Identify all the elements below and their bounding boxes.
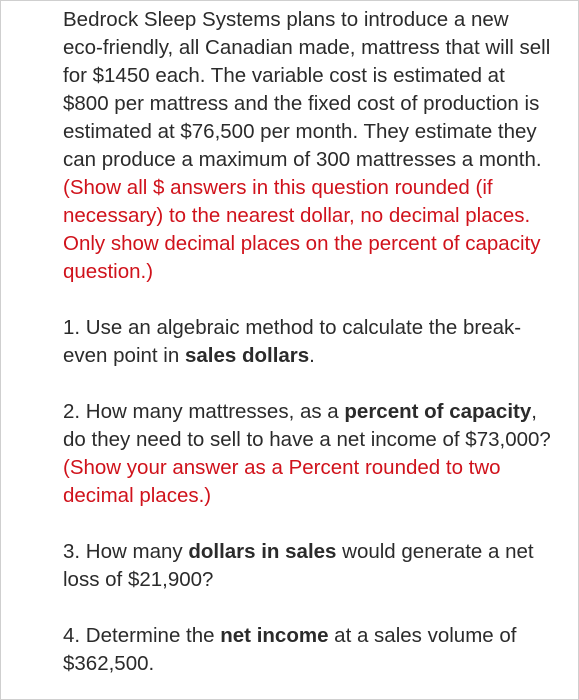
question-1-end: . (309, 344, 315, 367)
question-1-text: 1. Use an algebraic method to calculate the break-even point in (63, 316, 522, 367)
intro-text: Bedrock Sleep Systems plans to introduce a new eco-friendly, all Canadian made, mattress that will sell for $1450 each. The variable cost is estimated at $800 per mattress and the fixed cost of production is estimated at $76,500 per month. They estimate they can produce a maximum of 300 mattresses a month. (63, 8, 551, 171)
question-1 (63, 314, 553, 370)
question-3-emphasis: dollars in sales (188, 540, 337, 563)
intro-paragraph (63, 6, 553, 286)
question-content (63, 6, 553, 678)
question-2-text: 2. How many mattresses, as a (63, 400, 345, 423)
rounding-note: (Show all $ answers in this question rounded (if necessary) to the nearest dollar, no decimal places. Only show decimal places on the percent of capacity question.) (63, 176, 541, 283)
question-3-text: 3. How many (63, 540, 189, 563)
question-3-end: would generate a net loss of $21,900? (63, 540, 534, 591)
question-4-end: at a sales volume of $362,500. (63, 624, 517, 675)
question-2-emphasis: percent of capacity (344, 400, 532, 423)
question-1-emphasis: sales dollars (184, 344, 310, 367)
question-4-text: 4. Determine the (63, 624, 221, 647)
question-3 (63, 538, 553, 594)
question-2-end: , do they need to sell to have a net income of $73,000? (63, 400, 551, 451)
question-4 (63, 622, 553, 678)
question-2-note: (Show your answer as a Percent rounded to two decimal places.) (63, 456, 501, 507)
question-4-emphasis: net income (220, 624, 329, 647)
question-2 (63, 398, 553, 510)
